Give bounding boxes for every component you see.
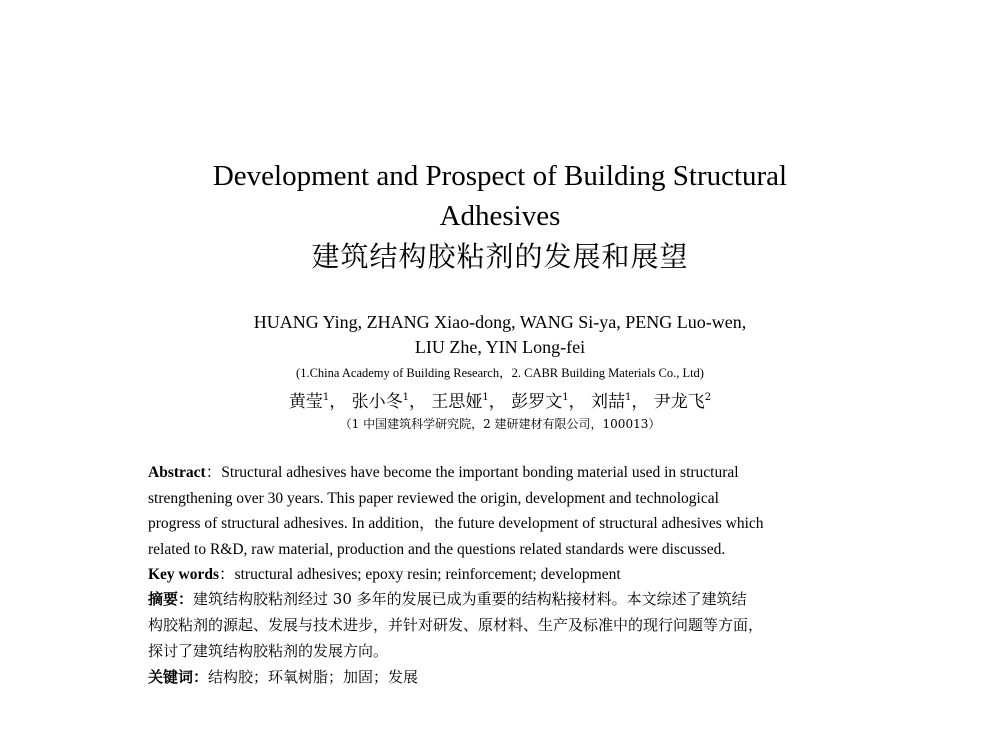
chinese-author bbox=[654, 392, 711, 412]
chinese-author-name: 尹龙飞 bbox=[653, 392, 705, 412]
chinese-abstract bbox=[148, 586, 858, 690]
chinese-abstract-line: 构胶粘剂的源起、发展与技术进步，并针对研发、原材料、生产及标准中的现行问题等方面， bbox=[148, 616, 764, 634]
chinese-keywords-text: 结构胶；环氧树脂；加固；发展 bbox=[208, 668, 419, 686]
english-authors bbox=[150, 310, 850, 360]
chinese-keywords-line bbox=[148, 664, 858, 690]
english-authors-line-1: HUANG Ying, ZHANG Xiao-dong, WANG Si-ya, PENG Luo-wen, bbox=[253, 312, 747, 332]
chinese-author bbox=[591, 392, 648, 412]
chinese-author bbox=[511, 392, 585, 412]
keywords-line bbox=[148, 562, 850, 588]
chinese-author bbox=[352, 392, 426, 412]
chinese-affiliation: （1 中国建筑科学研究院，2 建研建材有限公司，100013） bbox=[339, 417, 661, 431]
chinese-keywords-label: 关键词： bbox=[148, 668, 209, 686]
chinese-abstract-line bbox=[148, 586, 858, 612]
chinese-abstract-label: 摘要： bbox=[148, 590, 194, 608]
author-affiliation-mark: 1 bbox=[482, 392, 489, 403]
author-affiliation-mark: 1 bbox=[624, 392, 632, 403]
author-separator: ， bbox=[329, 392, 347, 412]
author-separator: ， bbox=[568, 392, 586, 412]
english-authors-line-2: LIU Zhe, YIN Long-fei bbox=[414, 337, 586, 357]
author-affiliation-mark: 1 bbox=[322, 392, 330, 403]
english-title-line-2: Adhesives bbox=[439, 200, 561, 232]
chinese-author-name: 黄莹 bbox=[288, 392, 323, 412]
keywords-label: Key words bbox=[148, 566, 220, 583]
chinese-author-name: 刘喆 bbox=[590, 392, 625, 412]
author-separator: ， bbox=[631, 392, 649, 412]
abstract-line-1-text: Structural adhesives have become the important bonding material used in structural bbox=[221, 464, 739, 481]
english-title-line-1: Development and Prospect of Building Structural bbox=[212, 160, 788, 192]
chinese-author bbox=[431, 392, 505, 412]
chinese-abstract-line-1-text: 建筑结构胶粘剂经过 30 多年的发展已成为重要的结构粘接材料。本文综述了建筑结 bbox=[193, 590, 747, 608]
keywords-text: structural adhesives; epoxy resin; reinforcement; development bbox=[234, 566, 621, 583]
chinese-authors bbox=[150, 384, 850, 416]
chinese-abstract-line: 探讨了建筑结构胶粘剂的发展方向。 bbox=[148, 642, 389, 660]
author-affiliation-mark: 2 bbox=[704, 392, 712, 403]
chinese-author-name: 彭罗文 bbox=[511, 392, 563, 412]
abstract-label: Abstract bbox=[148, 464, 206, 481]
abstract-line: strengthening over 30 years. This paper reviewed the origin, development and technological bbox=[148, 489, 719, 507]
abstract-line: progress of structural adhesives. In addition，the future development of structural adhesives which bbox=[148, 515, 764, 532]
chinese-author-name: 张小冬 bbox=[351, 392, 403, 412]
chinese-title: 建筑结构胶粘剂的发展和展望 bbox=[311, 240, 689, 273]
abstract-line bbox=[148, 460, 850, 486]
abstract-line: related to R&D, raw material, production and the questions related standards were discussed. bbox=[148, 540, 726, 558]
author-separator: ， bbox=[409, 392, 427, 412]
english-affiliation: (1.China Academy of Building Research，2. CABR Building Materials Co., Ltd) bbox=[296, 366, 704, 380]
english-abstract bbox=[148, 460, 850, 588]
author-affiliation-mark: 1 bbox=[402, 392, 410, 403]
english-title bbox=[150, 156, 850, 236]
abstract-label-colon: ： bbox=[205, 464, 222, 481]
chinese-author bbox=[289, 392, 346, 412]
keywords-label-colon: ： bbox=[219, 566, 235, 583]
chinese-author-name: 王思娅 bbox=[431, 392, 483, 412]
author-affiliation-mark: 1 bbox=[562, 392, 569, 403]
author-separator: ， bbox=[488, 392, 506, 412]
